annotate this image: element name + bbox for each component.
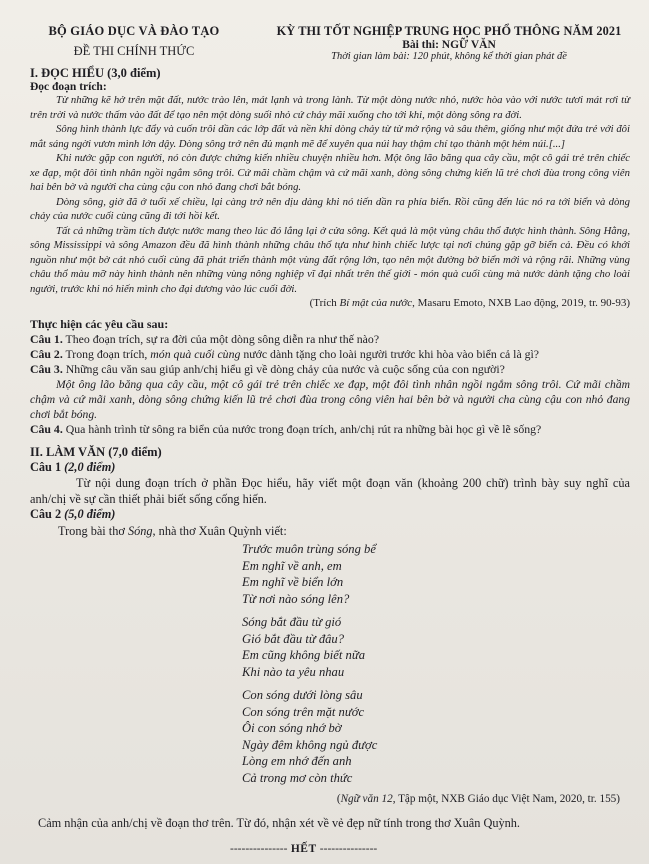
- excerpt-paragraph: Tất cả những trầm tích được nước mang theo lúc đó lắng lại ở cửa sông. Kết quả là một vùng châu thổ được hình thành. Sông Hằng, sông Mississippi và sông Amazon đều đã hình thành những châu thổ tựa như hình chiếc lược tại nơi chúng gặp gỡ biển cả. Đều có khởi nguồn như một bờ cát nhỏ cuối cùng đã phát triển thành một vùng đất rộng lớn, tạo nên một đường bờ biển mới và rộng rãi. Những vùng châu thổ màu mỡ này hình thành nên những vùng nông nghiệp vĩ đại nhất trên thế giới - món quà cuối cùng mà nước dành tặng cho loài người, trước khi nó hiến mình cho đại dương vào lúc cuối đời.: [30, 224, 630, 295]
- question-3: Câu 3. Những câu văn sau giúp anh/chị hiểu gì về dòng chảy của nước và cuộc sống của con người?: [30, 362, 505, 376]
- excerpt-paragraph: Khi nước gặp con người, nó còn được chứng kiến nhiều chuyện nhiều hơn. Một ông lão băng qua cây cầu, một cô gái trẻ trên chiếc xe đạp, một đôi tình nhân ngồi ngắm sông trôi. Cứ mãi chầm chậm và cứ mãi xanh, dòng sông chứng kiến lũ trẻ chơi đùa trong công viên hai bên bờ và người cha cùng cậu con nhỏ đang chơi bắt bóng.: [30, 152, 630, 193]
- exam-subject: Bài thi: NGỮ VĂN: [402, 39, 496, 51]
- question-2: Câu 2. Trong đoạn trích, món quà cuối cùng nước dành tặng cho loài người trước khi hòa vào biển cả là gì?: [30, 347, 540, 361]
- essay-question-2-title: Câu 2 (5,0 điểm): [30, 507, 116, 521]
- poem-line: Ôi con sóng nhớ bờ: [242, 721, 342, 735]
- essay-question-1-text: Từ nội dung đoạn trích ở phần Đọc hiểu, hãy viết một đoạn văn (khoảng 200 chữ) trình bày suy nghĩ của anh/chị về sự cần thiết phải biết sống cống hiến.: [30, 476, 630, 506]
- poem-line: Trước muôn trùng sóng bể: [242, 542, 376, 556]
- exam-duration: Thời gian làm bài: 120 phút, không kể thời gian phát đề: [331, 51, 567, 62]
- excerpt-citation: (Trích Bí mật của nước, Masaru Emoto, NXB Lao động, 2019, tr. 90-93): [309, 297, 630, 309]
- poem: [242, 541, 630, 786]
- poem-line: Em cũng không biết nữa: [242, 648, 365, 662]
- poem-line: Cả trong mơ còn thức: [242, 770, 353, 785]
- end-marker: --------------- HẾT ---------------: [230, 843, 378, 855]
- excerpt-paragraph: Sông hình thành lực đẩy và cuốn trôi dần các lớp đất và nền khi dòng chảy từ từ mở rộng và sâu thêm, giống như một đứa trẻ với đôi mắt sáng ngời vươn mình lớn dậy. Dòng sông trở nên đủ mạnh mẽ để xuyên qua núi hay thậm chí tạo thành một hẻm núi.[...]: [30, 123, 630, 150]
- ministry-name: BỘ GIÁO DỤC VÀ ĐÀO TẠO: [48, 24, 220, 38]
- part2-title: II. LÀM VĂN (7,0 điểm): [30, 445, 162, 459]
- excerpt-paragraph: Dòng sông, giờ đã ở tuổi xế chiều, lại càng trở nên dịu dàng khi nó tiến dần ra phía biển. Rồi cũng đến lúc nó ra tới biển và dòng chảy của nước cuối cùng cũng đi tới hồi kết.: [30, 195, 630, 222]
- poem-intro: Trong bài thơ Sóng, nhà thơ Xuân Quỳnh viết:: [58, 524, 287, 538]
- poem-stanza: [242, 687, 630, 786]
- poem-stanza: [242, 614, 630, 680]
- part1-subtitle: Đọc đoạn trích:: [30, 81, 107, 93]
- official-exam-label: ĐỀ THI CHÍNH THỨC: [73, 44, 195, 58]
- exam-title: KỲ THI TỐT NGHIỆP TRUNG HỌC PHỔ THÔNG NĂM 2021: [276, 24, 622, 38]
- poem-line: Sóng bắt đầu từ gió: [242, 615, 342, 629]
- question-1: Câu 1. Theo đoạn trích, sự ra đời của một dòng sông diễn ra như thế nào?: [30, 332, 380, 346]
- poem-line: Khi nào ta yêu nhau: [242, 664, 345, 679]
- poem-line: Lòng em nhớ đến anh: [242, 754, 352, 768]
- poem-line: Ngày đêm không ngủ được: [242, 737, 378, 752]
- poem-line: Em nghĩ về anh, em: [242, 558, 342, 573]
- essay-question-1-title: Câu 1 (2,0 điểm): [30, 460, 116, 474]
- poem-line: Gió bắt đầu từ đâu?: [242, 631, 345, 646]
- poem-line: Con sóng trên mặt nước: [242, 704, 365, 719]
- poem-citation: (Ngữ văn 12, Tập một, NXB Giáo dục Việt Nam, 2020, tr. 155): [336, 793, 620, 805]
- poem-line: Từ nơi nào sóng lên?: [242, 591, 350, 606]
- exam-content: [30, 66, 630, 831]
- header-left: [34, 24, 234, 59]
- part2: [30, 445, 630, 831]
- poem-line: Em nghĩ về biển lớn: [242, 575, 344, 589]
- excerpt-paragraph: Từ những kẽ hở trên mặt đất, nước trào lên, mát lạnh và trong lành. Từ một dòng nước nhỏ, nước hòa vào với nước tươi mát rơi từ trên trời và nước thấm vào đất để tạo nên một dòng suối nhỏ cứ chảy mãi xuống cho tới khi, một dòng sông ra đời.: [30, 94, 630, 121]
- poem-stanza: [242, 541, 630, 607]
- essay-question-2-prompt: Cảm nhận của anh/chị về đoạn thơ trên. Từ đó, nhận xét về vẻ đẹp nữ tính trong thơ Xuân Quỳnh.: [38, 816, 521, 830]
- question-3-quote: Một ông lão băng qua cây cầu, một cô gái trẻ trên chiếc xe đạp, một đôi tình nhân ngồi ngắm sông trôi. Cứ mãi chầm chậm và cứ mãi xanh, dòng sông chứng kiến lũ trẻ chơi đùa trong công viên hai bên bờ và người cha cùng cậu con nhỏ đang chơi bắt bóng.: [30, 378, 630, 421]
- header-right: [264, 24, 634, 62]
- tasks-title: Thực hiện các yêu cầu sau:: [30, 317, 169, 331]
- poem-line: Con sóng dưới lòng sâu: [242, 688, 363, 702]
- part1-title: I. ĐỌC HIỂU (3,0 điểm): [30, 66, 161, 80]
- question-4: Câu 4. Qua hành trình từ sông ra biển của nước trong đoạn trích, anh/chị rút ra những bài học gì về lẽ sống?: [30, 422, 542, 436]
